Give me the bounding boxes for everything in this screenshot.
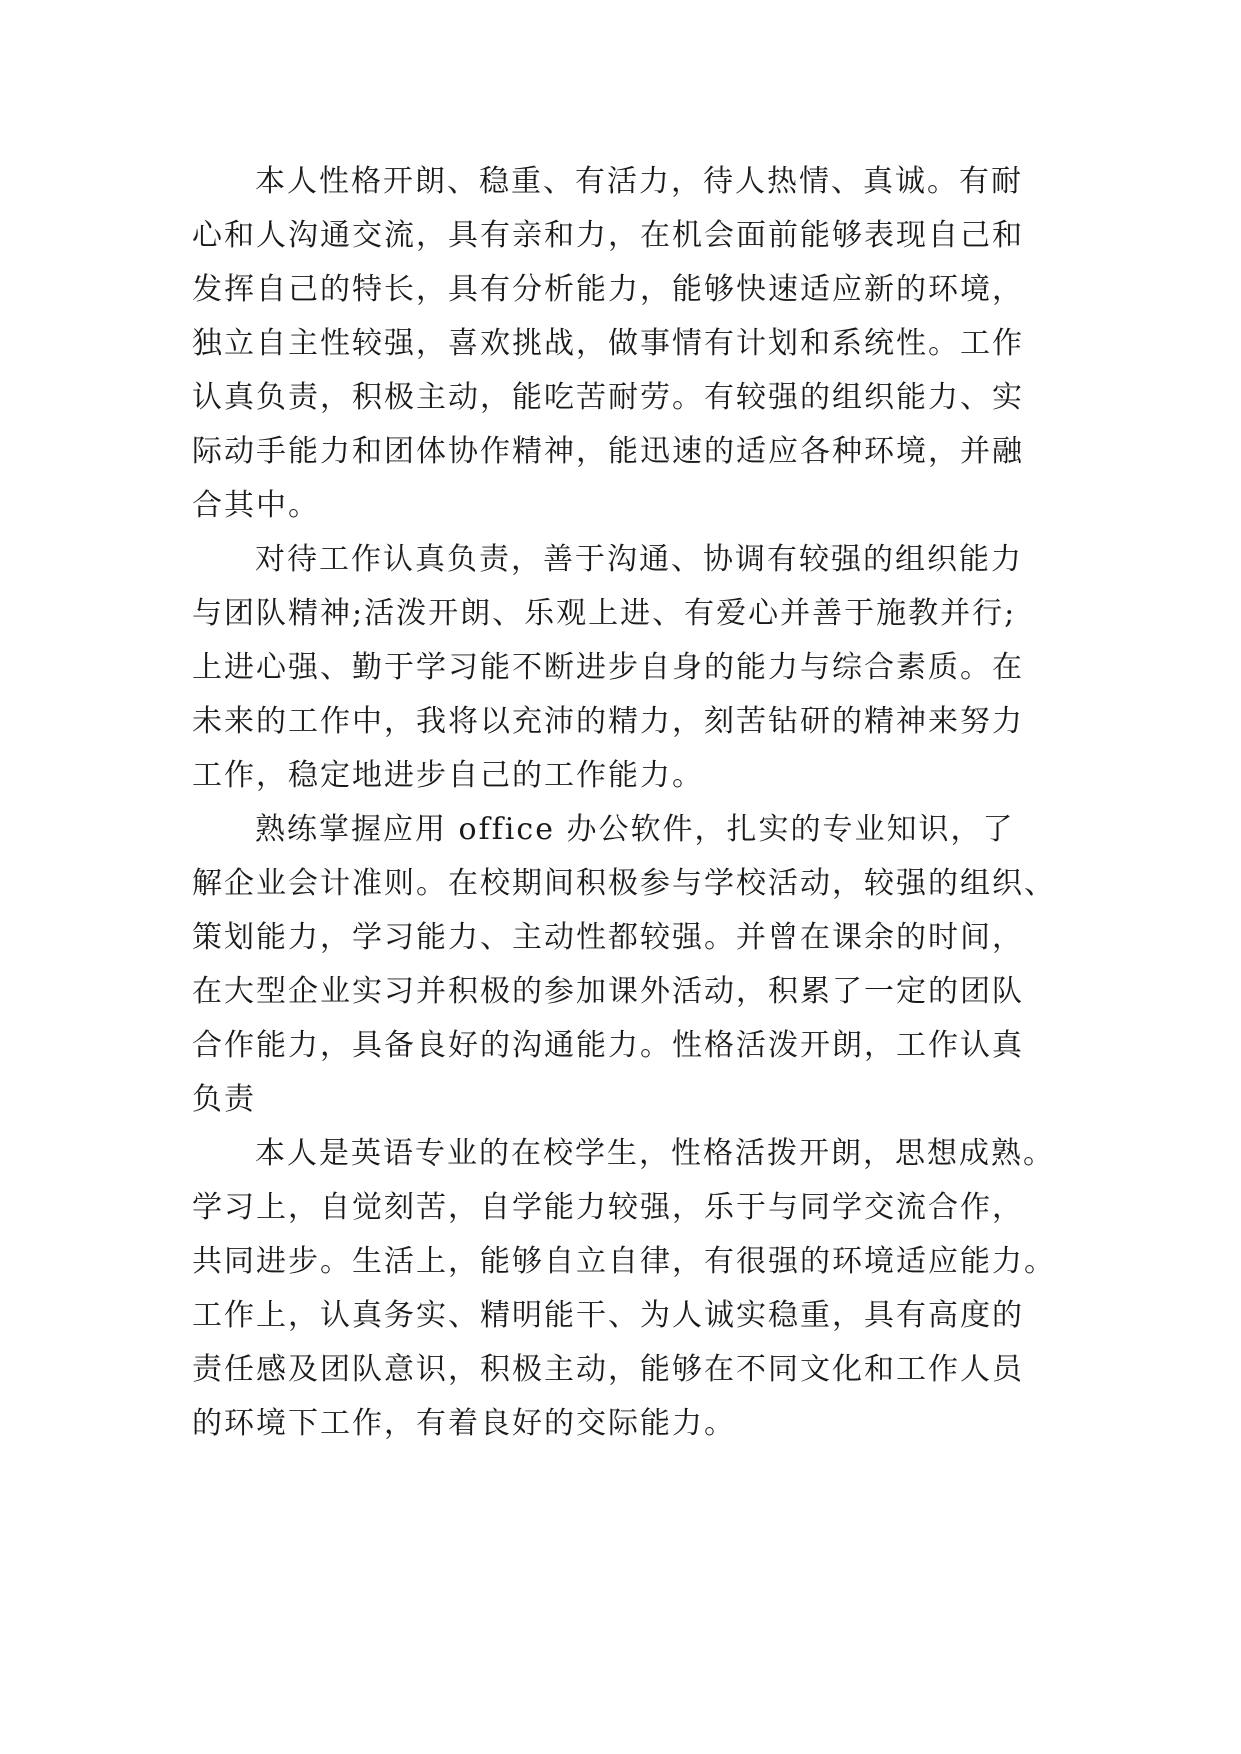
- text-line: 学习上，自觉刻苦，自学能力较强，乐于与同学交流合作，: [192, 1190, 1024, 1225]
- text-line: 合作能力，具备良好的沟通能力。性格活泼开朗，工作认真: [192, 1028, 1024, 1063]
- text-line: 熟练掌握应用 office 办公软件，扎实的专业知识，了: [255, 812, 1015, 847]
- text-line: 上进心强、勤于学习能不断进步自身的能力与综合素质。在: [192, 650, 1024, 685]
- text-line: 解企业会计准则。在校期间积极参与学校活动，较强的组织、: [192, 866, 1056, 901]
- text-line: 负责: [192, 1082, 256, 1117]
- paragraph-3: [192, 803, 1056, 1127]
- text-line: 际动手能力和团体协作精神，能迅速的适应各种环境，并融: [192, 434, 1024, 469]
- text-line: 本人性格开朗、稳重、有活力，待人热情、真诚。有耐: [255, 164, 1023, 199]
- text-line: 独立自主性较强，喜欢挑战，做事情有计划和系统性。工作: [192, 326, 1024, 361]
- text-line: 对待工作认真负责，善于沟通、协调有较强的组织能力: [255, 542, 1023, 577]
- text-line: 认真负责，积极主动，能吃苦耐劳。有较强的组织能力、实: [192, 380, 1024, 415]
- paragraph-4: [192, 1127, 1056, 1451]
- text-line: 责任感及团队意识，积极主动，能够在不同文化和工作人员: [192, 1352, 1024, 1387]
- text-line: 的环境下工作，有着良好的交际能力。: [192, 1406, 736, 1441]
- paragraph-2: [192, 533, 1052, 803]
- text-line: 共同进步。生活上，能够自立自律，有很强的环境适应能力。: [192, 1244, 1056, 1279]
- text-line: 发挥自己的特长，具有分析能力，能够快速适应新的环境，: [192, 272, 1024, 307]
- text-line: 在大型企业实习并积极的参加课外活动，积累了一定的团队: [192, 974, 1024, 1009]
- text-line: 合其中。: [192, 488, 320, 523]
- text-line: 工作上，认真务实、精明能干、为人诚实稳重，具有高度的: [192, 1298, 1024, 1333]
- text-line: 心和人沟通交流，具有亲和力，在机会面前能够表现自己和: [192, 218, 1024, 253]
- text-line: 未来的工作中，我将以充沛的精力，刻苦钻研的精神来努力: [192, 704, 1024, 739]
- text-line: 工作，稳定地进步自己的工作能力。: [192, 758, 704, 793]
- text-line: 策划能力，学习能力、主动性都较强。并曾在课余的时间，: [192, 920, 1024, 955]
- text-line: 本人是英语专业的在校学生，性格活拨开朗，思想成熟。: [255, 1136, 1055, 1171]
- text-line: 与团队精神;活泼开朗、乐观上进、有爱心并善于施教并行;: [192, 596, 1017, 631]
- document-body: [192, 155, 1056, 1451]
- paragraph-1: [192, 155, 1052, 533]
